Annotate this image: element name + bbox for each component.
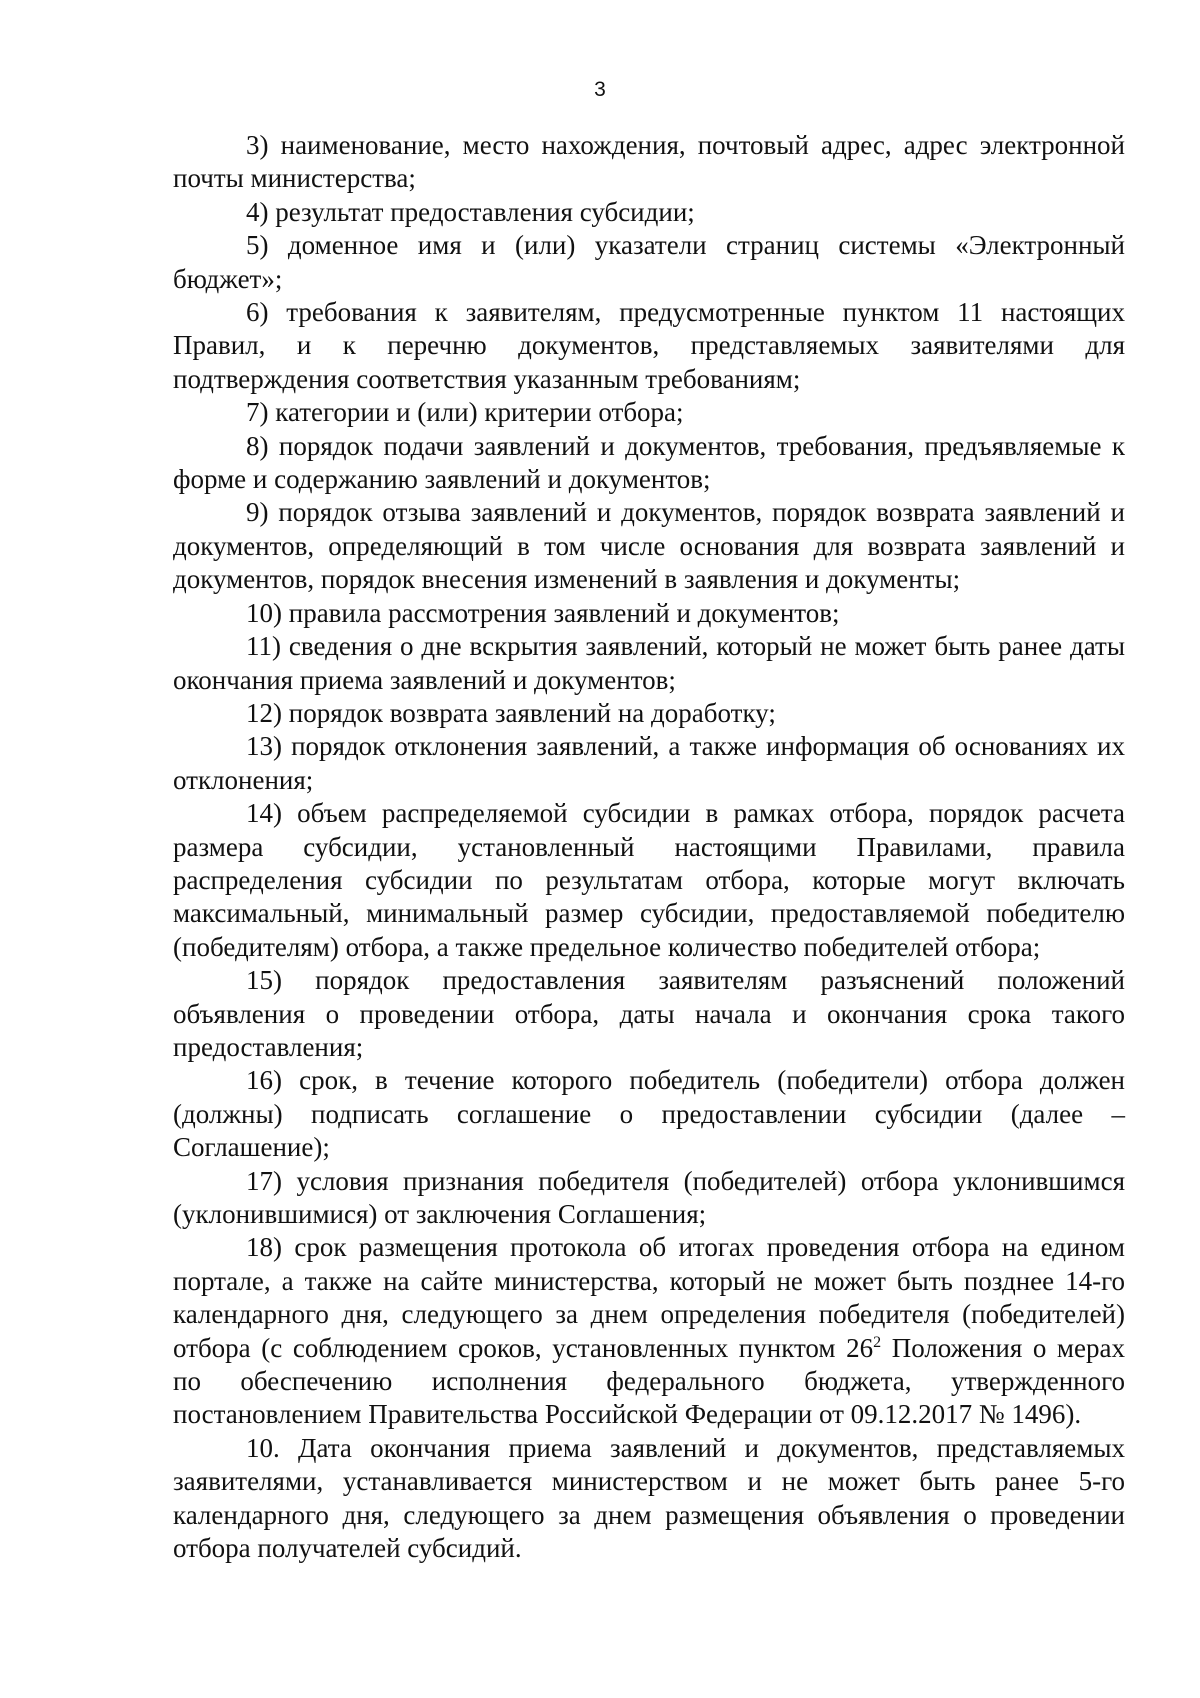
list-item-3: 3) наименование, место нахождения, почтовый адрес, адрес электронной почты министерства; xyxy=(173,130,1125,194)
list-item-8: 8) порядок подачи заявлений и документов, требования, предъявляемые к форме и содержанию заявлений и документов; xyxy=(173,430,1125,495)
list-item-5: 5) доменное имя и (или) указатели страниц системы «Электронный бюджет»; xyxy=(173,230,1125,294)
list-item-11: 11) сведения о дне вскрытия заявлений, который не может быть ранее даты окончания приема заявлений и документов; xyxy=(173,631,1125,695)
list-item-6: 6) требования к заявителям, предусмотренные пунктом 11 настоящих Правил, и к перечню документов, представляемых заявителями для подтверждения соответствия указанным требованиям; xyxy=(173,297,1125,394)
page-number: 3 xyxy=(594,78,606,101)
list-item-18-text-after: Положения о мерах по обеспечению исполнения федерального бюджета, утвержденного постановлением Правительства Российской Федерации от 09.12.2017 № 1496). xyxy=(173,1332,1125,1430)
list-item-7: 7) категории и (или) критерии отбора; xyxy=(246,397,684,428)
list-item-18 xyxy=(173,1231,1125,1431)
superscript-2: 2 xyxy=(873,1333,882,1351)
list-item-10: 10) правила рассмотрения заявлений и документов; xyxy=(246,597,840,628)
list-item-12: 12) порядок возврата заявлений на доработку; xyxy=(246,697,776,728)
list-item-17: 17) условия признания победителя (победителей) отбора уклонившимся (уклонившимися) от заключения Соглашения; xyxy=(173,1165,1125,1229)
list-item-16: 16) срок, в течение которого победитель (победители) отбора должен (должны) подписать соглашение о предоставлении субсидии (далее – Соглашение); xyxy=(173,1065,1125,1163)
list-item-4: 4) результат предоставления субсидии; xyxy=(246,196,695,227)
document-body xyxy=(173,129,1125,1565)
list-item-13: 13) порядок отклонения заявлений, а также информация об основаниях их отклонения; xyxy=(173,731,1125,795)
list-item-15: 15) порядок предоставления заявителям разъяснений положений объявления о проведении отбора, даты начала и окончания срока такого предоставления; xyxy=(173,965,1125,1062)
list-item-14: 14) объем распределяемой субсидии в рамках отбора, порядок расчета размера субсидии, установленный настоящими Правилами, правила распределения субсидии по результатам отбора, которые могут включать максимальный, минимальный размер субсидии, предоставляемой победителю (победителям) отбора, а также предельное количество победителей отбора; xyxy=(173,798,1125,962)
list-item-9: 9) порядок отзыва заявлений и документов, порядок возврата заявлений и документов, определяющий в том числе основания для возврата заявлений и документов, порядок внесения изменений в заявления и документы; xyxy=(173,497,1125,595)
list-item-18-text-before: 18) срок размещения протокола об итогах проведения отбора на едином портале, а также на сайте министерства, который не может быть позднее 14-го календарного дня, следующего за днем определения победителя (победителей) отбора (с соблюдением сроков, установленных пунктом 26 xyxy=(173,1232,1125,1363)
clause-10: 10. Дата окончания приема заявлений и документов, представляемых заявителями, устанавливается министерством и не может быть ранее 5-го календарного дня, следующего за днем размещения объявления о проведении отбора получателей субсидий. xyxy=(173,1432,1125,1564)
